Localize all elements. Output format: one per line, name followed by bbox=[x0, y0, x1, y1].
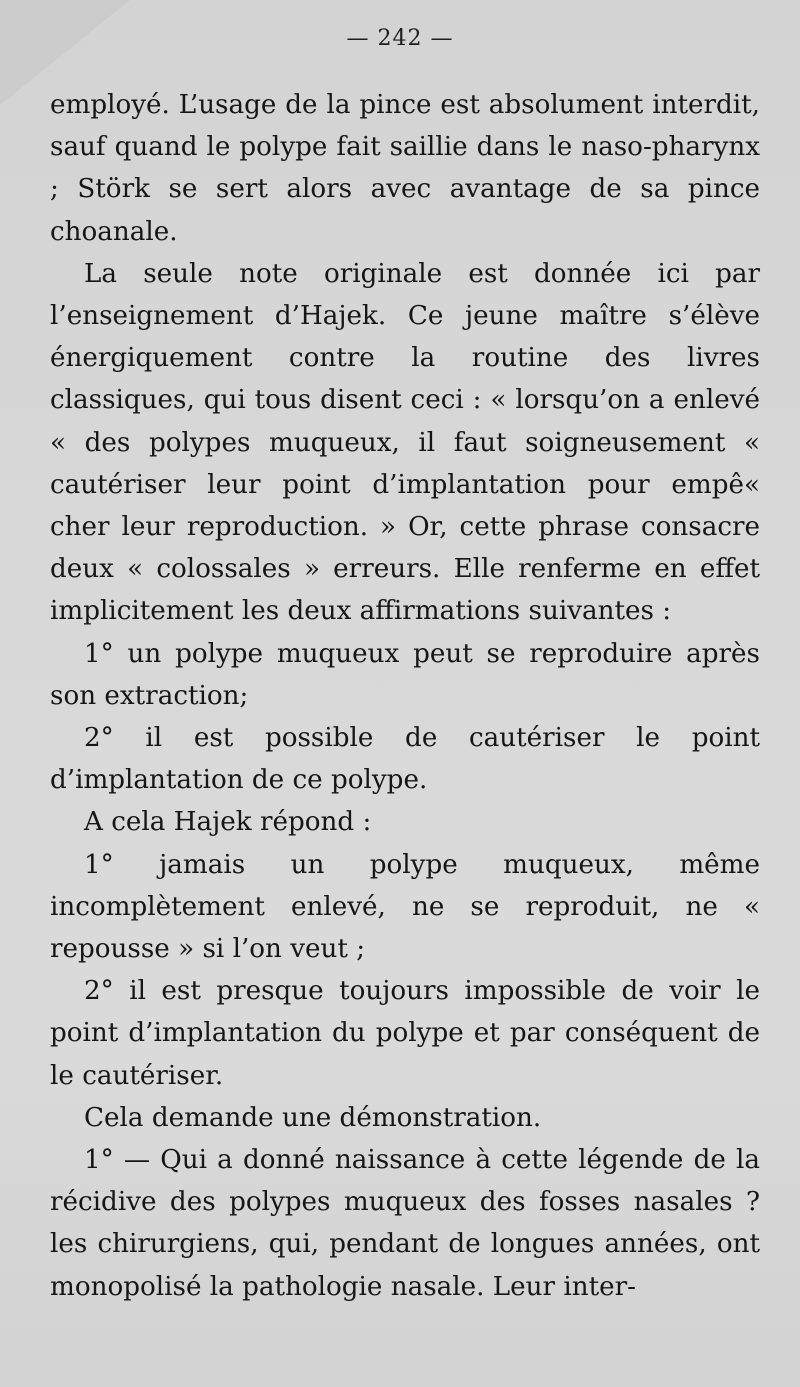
paragraph-hajek-reply: A cela Hajek répond : bbox=[84, 807, 372, 838]
paragraph-affirmation-2: 2° il est possible de cautériser le point d’implantation de ce polype. bbox=[50, 723, 760, 796]
paragraph-demonstration: Cela demande une démonstration. bbox=[84, 1102, 542, 1133]
paragraph-affirmation-1: 1° un polype muqueux peut se reproduire après son extraction; bbox=[50, 638, 760, 711]
paragraph-reply-1: 1° jamais un polype muqueux, même incomplètement enlevé, ne se reproduit, ne « repousse » si l’on veut ; bbox=[50, 849, 760, 965]
paragraph-hajek-teaching: La seule note originale est donnée ici par l’enseignement d’Hajek. Ce jeune maître s’élève énergiquement contre la routine des livres classiques, qui tous disent ceci : « lorsqu’on a enlevé « des polypes muqueux, il faut soigneusement « cautériser leur point d’implantation pour empê« cher leur reproduction. » Or, cette phrase consacre deux « colossales » erreurs. Elle renferme en effet implicitement les deux affirmations suivantes : bbox=[50, 258, 760, 627]
paragraph-continuation: employé. L’usage de la pince est absolument interdit, sauf quand le polype fait saillie dans le naso-pharynx ; Störk se sert alors avec avantage de sa pince choanale. bbox=[50, 90, 760, 247]
paragraph-legend-origin: 1° — Qui a donné naissance à cette légende de la récidive des polypes muqueux des fosses nasales ? les chirurgiens, qui, pendant de longues années, ont monopolisé la pathologie nasale. Leur inter- bbox=[50, 1145, 760, 1302]
paragraph-reply-2: 2° il est presque toujours impossible de voir le point d’implantation du polype et par conséquent de le cautériser. bbox=[50, 976, 760, 1091]
page-number: — 242 — bbox=[346, 26, 454, 51]
body-text bbox=[50, 84, 760, 1308]
